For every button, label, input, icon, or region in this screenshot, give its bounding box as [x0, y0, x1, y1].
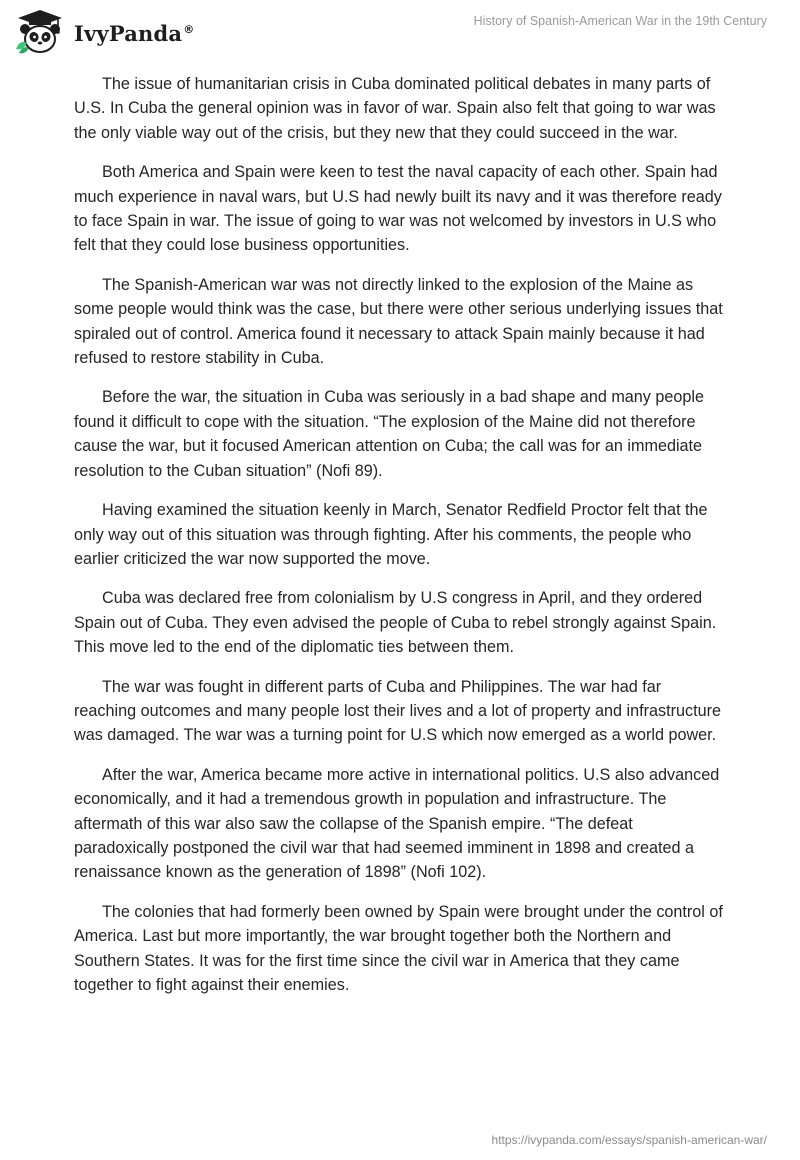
- source-url-link[interactable]: https://ivypanda.com/essays/spanish-american-war/: [491, 1133, 767, 1147]
- essay-body: [74, 72, 726, 1012]
- brand-name-text: IvyPanda: [74, 20, 183, 46]
- brand-logo[interactable]: [14, 8, 194, 56]
- paragraph: Before the war, the situation in Cuba was seriously in a bad shape and many people found it difficult to cope with the situation. “The explosion of the Maine did not therefore cause the war, but it focused American attention on Cuba; the call was for an immediate resolution to the Cuban situation” (Nofi 89).: [74, 388, 705, 480]
- brand-name: [74, 21, 194, 46]
- paragraph: The issue of humanitarian crisis in Cuba dominated political debates in many parts of U.S. In Cuba the general opinion was in favor of war. Spain also felt that going to war was the only viable way out of the crisis, but they new that they could succeed in the war.: [74, 75, 716, 142]
- panda-graduation-cap-icon: [14, 9, 66, 55]
- paragraph: Cuba was declared free from colonialism by U.S congress in April, and they ordered Spain out of Cuba. They even advised the people of Cuba to rebel strongly against Spain. This move led to the end of the diplomatic ties between them.: [74, 589, 717, 657]
- paragraph: The war was fought in different parts of Cuba and Philippines. The war had far reaching outcomes and many people lost their lives and a lot of property and infrastructure was damaged. The war was a turning point for U.S which now emerged as a world power.: [74, 677, 721, 745]
- paragraph: Having examined the situation keenly in March, Senator Redfield Proctor felt that the only way out of this situation was through fighting. After his comments, the people who earlier criticized the war now supported the move.: [74, 501, 708, 568]
- document-title: History of Spanish-American War in the 19th Century: [473, 14, 767, 28]
- paragraph: Both America and Spain were keen to test the naval capacity of each other. Spain had much experience in naval wars, but U.S had newly built its navy and it was therefore ready to face Spain in war. The issue of going to war was not welcomed by investors in U.S who felt that they could lose business opportunities.: [74, 163, 722, 255]
- paragraph: The colonies that had formerly been owned by Spain were brought under the control of America. Last but more importantly, the war brought together both the Northern and Southern States. It was for the first time since the civil war in America that they came together to fight against their enemies.: [74, 902, 723, 994]
- paragraph: After the war, America became more active in international politics. U.S also advanced economically, and it had a tremendous growth in population and infrastructure. The aftermath of this war also saw the collapse of the Spanish empire. “The defeat paradoxically postponed the civil war that had seemed imminent in 1898 and created a renaissance known as the generation of 1898” (Nofi 102).: [74, 765, 720, 882]
- registered-mark: ®: [183, 22, 195, 36]
- paragraph: The Spanish-American war was not directly linked to the explosion of the Maine as some people would think was the case, but there were other serious underlying issues that spiraled out of control. America found it necessary to attack Spain mainly because it had refused to restore stability in Cuba.: [74, 275, 723, 368]
- page-header: [0, 0, 800, 60]
